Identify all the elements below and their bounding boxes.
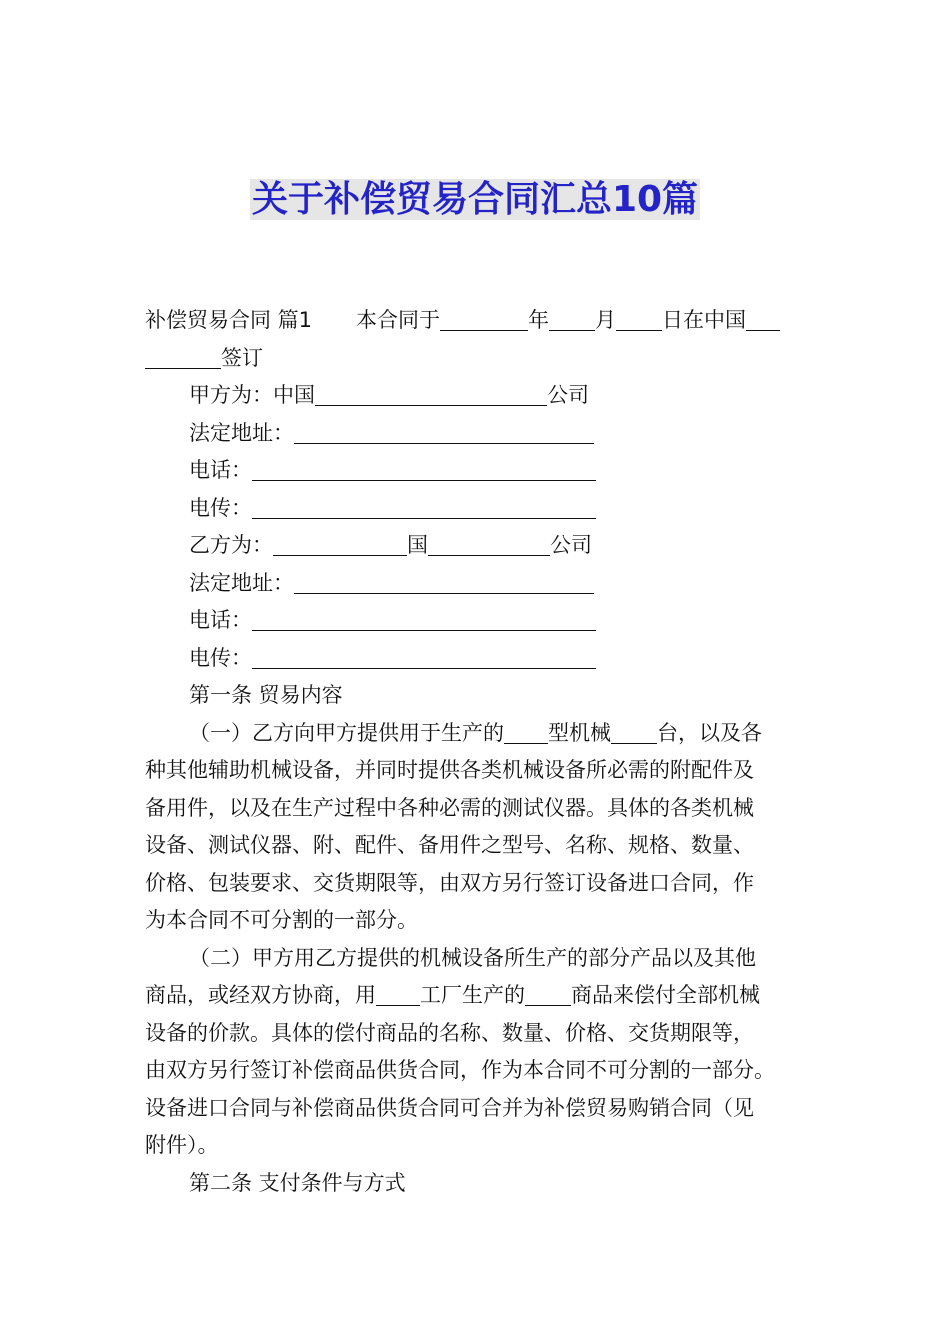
party-b-fax-label: 电传： bbox=[189, 645, 252, 670]
article-1-para-1-line-4: 设备、测试仪器、附、配件、备用件之型号、名称、规格、数量、 bbox=[145, 833, 754, 857]
party-a-fax-blank bbox=[252, 494, 596, 519]
header-line-2 bbox=[145, 340, 825, 378]
para-text: 商品来偿付全部机械 bbox=[571, 983, 760, 1007]
party-b-address-label: 法定地址： bbox=[189, 570, 294, 595]
para-text: 商品，或经双方协商，用 bbox=[145, 983, 376, 1007]
contract-date-intro: 本合同于 bbox=[356, 308, 441, 332]
party-b-fax-blank bbox=[252, 644, 596, 669]
quantity-blank bbox=[611, 719, 657, 744]
article-1-para-2-line-5: 设备进口合同与补偿商品供货合同可合并为补偿贸易购销合同（见 bbox=[145, 1095, 754, 1120]
document-title-text: 关于补偿贸易合同汇总10篇 bbox=[251, 179, 699, 220]
document-body bbox=[145, 302, 825, 1202]
article-1-para-1-line-2: 种其他辅助机械设备，并同时提供各类机械设备所必需的附配件及 bbox=[145, 758, 754, 782]
party-b-label: 乙方为： bbox=[189, 533, 273, 557]
article-1-heading bbox=[145, 677, 825, 715]
party-b-suffix: 公司 bbox=[550, 533, 592, 557]
year-blank bbox=[440, 306, 528, 331]
party-b-name-line bbox=[145, 527, 825, 565]
article-2-heading bbox=[145, 1165, 825, 1203]
para-text: 台，以及各 bbox=[657, 720, 762, 745]
doc-label: 补偿贸易合同 篇1 bbox=[145, 308, 313, 332]
party-a-phone-label: 电话： bbox=[189, 458, 252, 482]
party-b-phone-label: 电话： bbox=[189, 608, 252, 632]
location-blank-a bbox=[746, 306, 780, 331]
article-1-para-2-line-2 bbox=[145, 977, 825, 1015]
sign-label: 签订 bbox=[221, 345, 263, 370]
party-a-address-line bbox=[145, 415, 825, 453]
article-1-para-1-line-6: 为本合同不可分割的一部分。 bbox=[145, 908, 418, 932]
party-b-country: 国 bbox=[407, 533, 428, 557]
party-a-address-blank bbox=[294, 419, 594, 444]
party-a-fax-label: 电传： bbox=[189, 495, 252, 520]
party-b-phone-line bbox=[145, 602, 825, 640]
party-a-fax-line bbox=[145, 490, 825, 528]
party-b-fax-line bbox=[145, 640, 825, 678]
document-title bbox=[0, 176, 950, 224]
article-1-para-1-line-1 bbox=[145, 715, 825, 753]
party-b-phone-blank bbox=[252, 606, 596, 631]
party-a-phone-blank bbox=[252, 456, 596, 481]
goods-blank bbox=[525, 981, 571, 1006]
article-1-para-2-line-6: 附件）。 bbox=[145, 1133, 219, 1157]
month-blank bbox=[549, 306, 595, 331]
party-b-company-blank bbox=[273, 531, 407, 556]
year-label: 年 bbox=[528, 308, 550, 332]
party-a-label: 甲方为：中国 bbox=[189, 383, 315, 407]
para-text: 工厂生产的 bbox=[420, 983, 525, 1007]
article-1-heading-text: 第一条 贸易内容 bbox=[189, 683, 343, 707]
header-line-1 bbox=[145, 302, 825, 340]
party-a-phone-line bbox=[145, 452, 825, 490]
party-a-name-line bbox=[145, 377, 825, 415]
para-text: （一）乙方向甲方提供用于生产的 bbox=[189, 720, 504, 745]
party-a-suffix: 公司 bbox=[547, 383, 589, 407]
location-blank-b bbox=[145, 344, 221, 369]
model-blank bbox=[504, 719, 548, 744]
article-1-para-1-line-5: 价格、包装要求、交货期限等，由双方另行签订设备进口合同，作 bbox=[145, 870, 754, 895]
party-b-address-line bbox=[145, 565, 825, 603]
article-2-heading-text: 第二条 支付条件与方式 bbox=[189, 1170, 406, 1195]
article-1-para-1-line-3: 备用件，以及在生产过程中各种必需的测试仪器。具体的各类机械 bbox=[145, 795, 754, 820]
day-blank bbox=[616, 306, 662, 331]
article-1-para-2-line-1: （二）甲方用乙方提供的机械设备所生产的部分产品以及其他 bbox=[189, 945, 756, 970]
party-b-address-blank bbox=[294, 569, 594, 594]
party-a-address-label: 法定地址： bbox=[189, 420, 294, 445]
article-1-para-2-line-4: 由双方另行签订补偿商品供货合同，作为本合同不可分割的一部分。 bbox=[145, 1058, 775, 1082]
party-a-name-blank bbox=[315, 381, 547, 406]
factory-blank bbox=[376, 981, 420, 1006]
day-location-label: 日在中国 bbox=[662, 308, 747, 332]
article-1-para-2-line-3: 设备的价款。具体的偿付商品的名称、数量、价格、交货期限等， bbox=[145, 1020, 754, 1045]
party-b-country-blank bbox=[428, 531, 550, 556]
para-text: 型机械 bbox=[548, 720, 611, 745]
month-label: 月 bbox=[595, 308, 617, 332]
